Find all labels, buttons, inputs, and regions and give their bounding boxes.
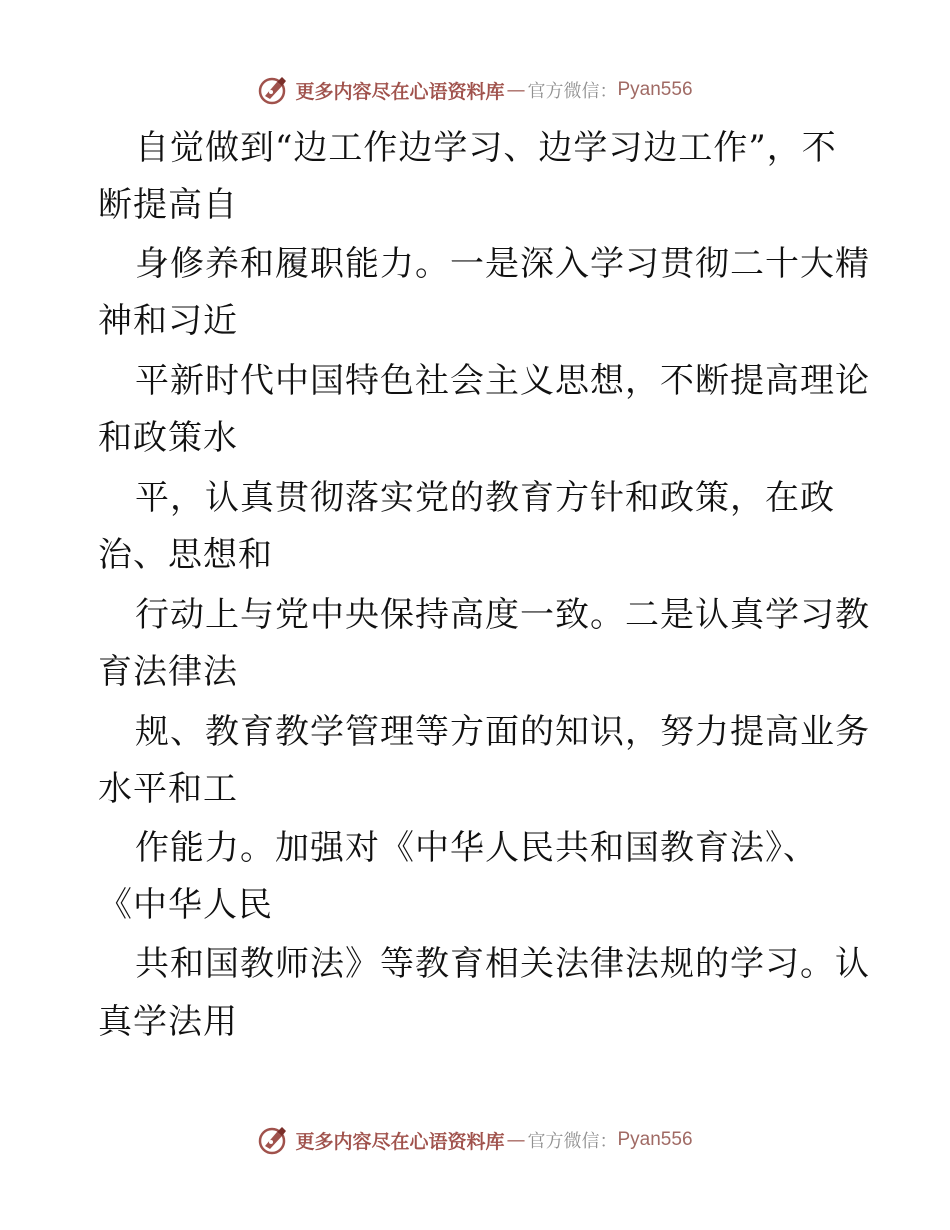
text-line: 作能力。加强对《中华人民共和国教育法》、	[135, 828, 818, 868]
header-wechat-id: Pyan556	[617, 79, 693, 100]
text-line: 真学法用	[98, 1002, 238, 1042]
text-line: 和政策水	[98, 418, 238, 458]
text-line: 水平和工	[98, 769, 238, 809]
text-line: 《中华人民	[98, 885, 273, 925]
text-line: 神和习近	[98, 301, 238, 341]
footer-banner	[0, 1120, 950, 1160]
text-line: 治、思想和	[98, 535, 273, 575]
footer-dash: —	[506, 1129, 526, 1151]
footer-wechat-id: Pyan556	[617, 1129, 693, 1150]
text-line: 身修养和履职能力。一是深入学习贯彻二十大精	[135, 244, 870, 284]
text-line: 平新时代中国特色社会主义思想，不断提高理论	[135, 361, 870, 401]
header-wechat-label: 官方微信：	[527, 81, 618, 102]
footer-brand-text: 更多内容尽在心语资料库	[295, 1130, 505, 1153]
pen-nib-logo-icon	[257, 1124, 289, 1156]
text-line: 规、教育教学管理等方面的知识，努力提高业务	[135, 712, 870, 752]
header-brand-text: 更多内容尽在心语资料库	[295, 80, 505, 103]
text-line: 共和国教师法》等教育相关法律法规的学习。认	[135, 944, 870, 984]
text-line: 育法律法	[98, 652, 238, 692]
text-line: 断提高自	[98, 185, 238, 225]
text-line: 平，认真贯彻落实党的教育方针和政策，在政	[135, 478, 835, 518]
text-line: 自觉做到“边工作边学习、边学习边工作”，不	[135, 128, 837, 168]
footer-wechat-label: 官方微信：	[527, 1131, 618, 1152]
text-line: 行动上与党中央保持高度一致。二是认真学习教	[135, 595, 870, 635]
header-dash: —	[506, 79, 526, 101]
